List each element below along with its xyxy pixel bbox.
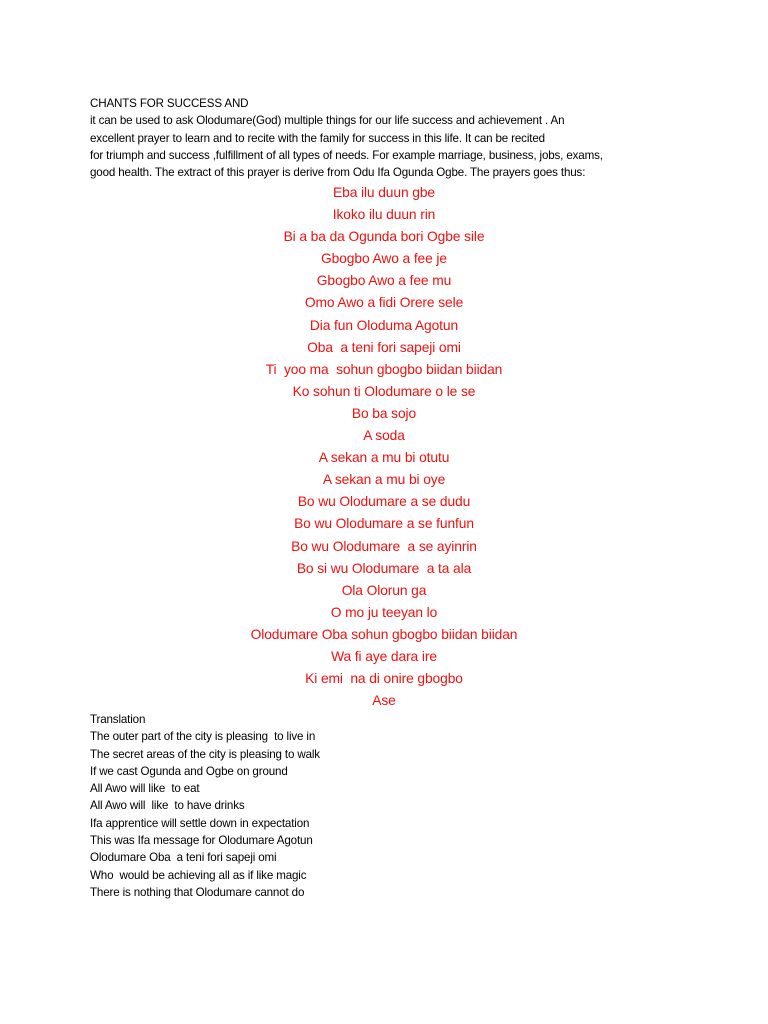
document-title: CHANTS FOR SUCCESS AND xyxy=(90,97,249,110)
translation-line: Ifa apprentice will settle down in expectation xyxy=(90,816,310,830)
chant-line: Bo wu Olodumare a se dudu xyxy=(297,494,471,510)
chant-line: Gbogbo Awo a fee mu xyxy=(316,273,452,289)
translation-section xyxy=(90,711,590,901)
chant-line: Ki emi na di onire gbogbo xyxy=(305,671,463,687)
chant-line: Bo wu Olodumare a se ayinrin xyxy=(291,538,477,554)
chant-line: O mo ju teeyan lo xyxy=(330,604,438,620)
chant-line: Olodumare Oba sohun gbogbo biidan biidan xyxy=(250,626,518,642)
intro-line: excellent prayer to learn and to recite with the family for success in this life. It can be recited xyxy=(90,131,545,145)
chant-line: Eba ilu duun gbe xyxy=(333,185,435,200)
intro-section xyxy=(90,95,690,181)
chant-line: Wa fi aye dara ire xyxy=(331,648,437,664)
chant-line: Ikoko ilu duun rin xyxy=(332,207,436,223)
chant-line: Bo si wu Olodumare a ta ala xyxy=(296,560,472,576)
translation-line: Olodumare Oba a teni fori sapeji omi xyxy=(90,851,277,865)
chant-line: Gbogbo Awo a fee je xyxy=(321,251,447,267)
chant-line: Ti yoo ma sohun gbogbo biidan biidan xyxy=(265,361,503,377)
chant-line: Bo wu Olodumare a se funfun xyxy=(294,516,474,532)
chant-line: A sekan a mu bi otutu xyxy=(318,450,450,466)
chant-line: Ko sohun ti Olodumare o le se xyxy=(292,383,476,399)
chant-line: Bo ba sojo xyxy=(351,405,417,421)
chant-section xyxy=(0,182,768,712)
translation-line: Who would be achieving all as if like magic xyxy=(90,868,307,882)
intro-line: good health. The extract of this prayer is derive from Odu Ifa Ogunda Ogbe. The prayers goes thus: xyxy=(90,166,586,180)
intro-line: for triumph and success ,fulfillment of all types of needs. For example marriage, business, jobs, exams, xyxy=(90,148,603,162)
translation-line: If we cast Ogunda and Ogbe on ground xyxy=(90,764,288,778)
chant-line: Bi a ba da Ogunda bori Ogbe sile xyxy=(283,229,485,245)
translation-line: All Awo will like to eat xyxy=(90,782,200,796)
chant-line: A sekan a mu bi oye xyxy=(322,472,446,488)
chant-line: Oba a teni fori sapeji omi xyxy=(307,339,461,355)
translation-heading: Translation xyxy=(90,713,146,726)
translation-line: All Awo will like to have drinks xyxy=(90,799,245,813)
intro-line: it can be used to ask Olodumare(God) multiple things for our life success and achievement . An xyxy=(90,114,565,128)
translation-line: This was Ifa message for Olodumare Agotun xyxy=(90,834,313,848)
translation-line: There is nothing that Olodumare cannot do xyxy=(90,885,305,899)
translation-line: The secret areas of the city is pleasing to walk xyxy=(90,747,320,761)
chant-line: A soda xyxy=(363,428,405,444)
chant-line: Ase xyxy=(372,693,396,709)
translation-line: The outer part of the city is pleasing to live in xyxy=(90,730,316,744)
chant-line: Dia fun Oloduma Agotun xyxy=(309,317,459,333)
chant-line: Ola Olorun ga xyxy=(341,582,427,598)
chant-line: Omo Awo a fidi Orere sele xyxy=(304,295,464,311)
